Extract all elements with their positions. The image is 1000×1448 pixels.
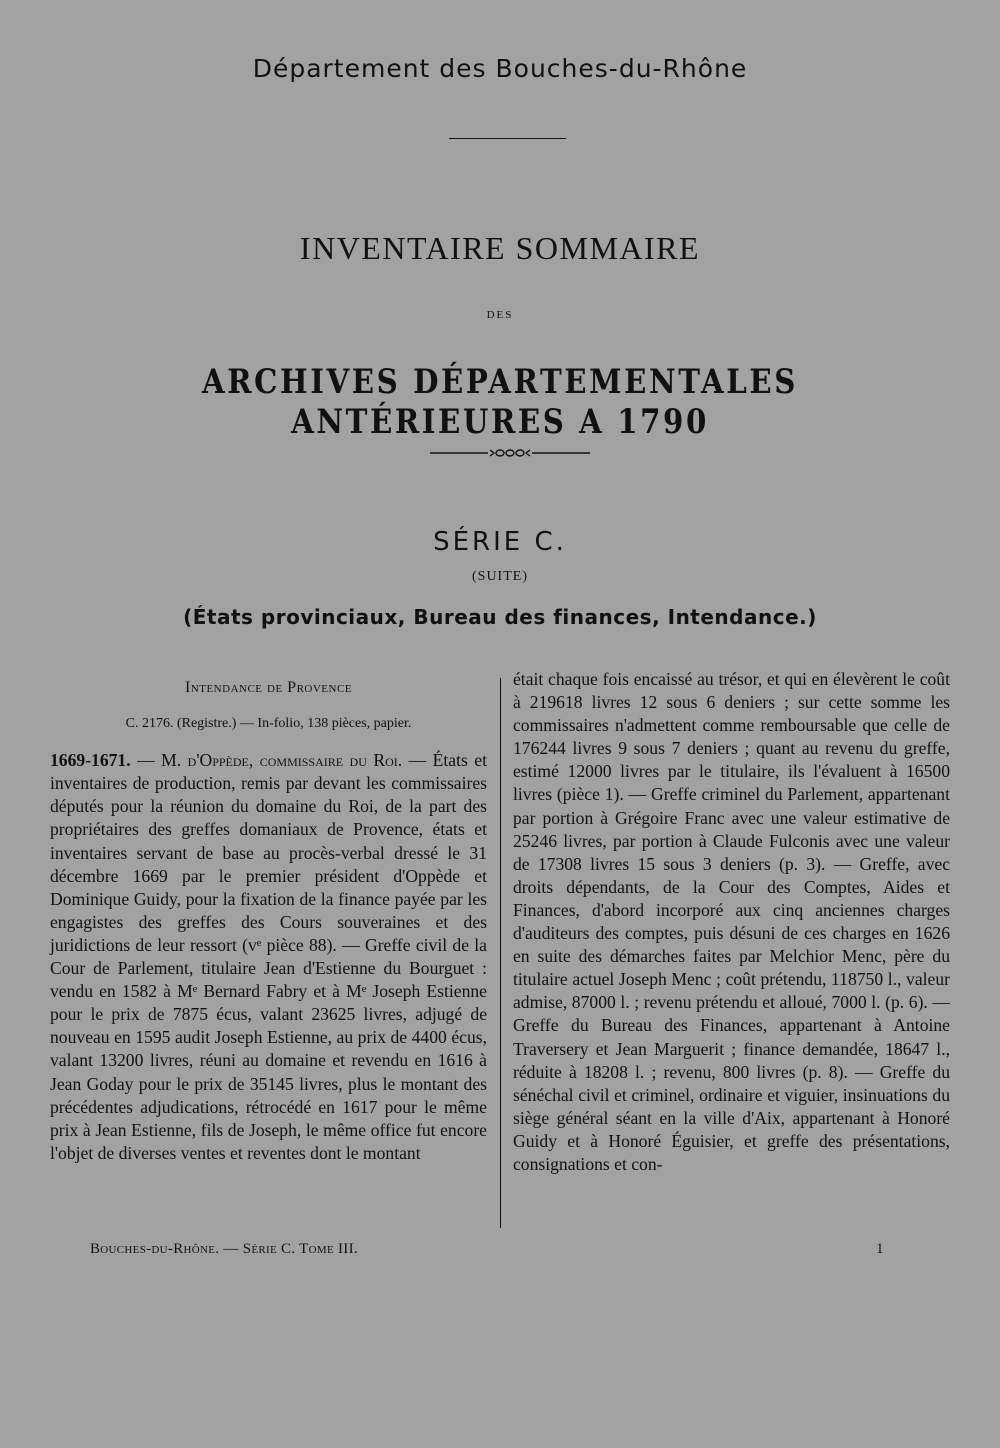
left-column (50, 668, 487, 1165)
page-title: INVENTAIRE SOMMAIRE (299, 230, 701, 266)
ornament-rule (430, 445, 590, 461)
header-rule (449, 138, 566, 139)
title-connector: DES (486, 309, 514, 321)
department-heading: Département des Bouches-du-Rhône (252, 54, 748, 83)
section-source: C. 2176. (Registre.) — In-folio, 138 pièces, papier. (125, 716, 412, 732)
entry-continuation: était chaque fois encaissé au trésor, et qui en élevèrent le coût à 219618 livres 12 sous 6 deniers ; sur cette somme les commissaires n'admettent comme remboursable que celle de 176244 livres 9 sous 7 deniers ; quant au revenu du greffe, estimé 12000 livres par le titulaire, ils l'évaluent à 16500 livres (pièce 1). — Greffe criminel du Parlement, appartenant par portion à Grégoire Franc avec une valeur estimative de 25246 livres, par portion à Claude Fulconis avec une valeur de 17308 livres 15 sous 3 deniers (p. 3). — Greffe, avec droits dépendants, de la Cour des Comptes, Aides et Finances, d'abord incorporé aux cinq anciennes charges d'auditeurs des comptes, puis désuni de ces charges en 1626 en suite des démarches faites par Melchior Menc, père du titulaire actuel Joseph Menc ; coût prétendu, 118750 l., valeur admise, 87000 l. ; revenu prétendu et alloué, 7000 l. (p. 6). — Greffe du Bureau des Finances, appartenant à Antoine Traversery et Jean Marguerit ; finance demandée, 18647 l., réduite à 18208 l. ; revenu, 800 livres (p. 8). — Greffe du sénéchal civil et criminel, ordinaire et viguier, insinuations du siège général séant en la ville d'Aix, appartenant à Honoré Guidy et à Honoré Éguisier, et greffe des présentations, consignations et con- (513, 669, 950, 1174)
entry-dates: 1669-1671. (50, 750, 131, 771)
series-suite: (SUITE) (472, 569, 528, 584)
series-subtitle: (États provinciaux, Bureau des finances, Intendance.) (183, 605, 817, 629)
page-number: 1 (876, 1241, 884, 1257)
footer-label: Bouches-du-Rhône. — Série C. Tome III. (90, 1241, 358, 1257)
column-divider (500, 678, 501, 1228)
section-title: Intendance de Provence (184, 679, 353, 696)
series-heading: SÉRIE C. (433, 527, 567, 557)
archives-title: ARCHIVES DÉPARTEMENTALES ANTÉRIEURES A 1790 (202, 362, 798, 442)
entry-text-left: États et inventaires de production, remis par devant les commissaires députés pour la réunion du domaine du Roi, de la part des propriétaires des greffes domaniaux de Provence, états et inventaires servant de base au procès-verbal dressé le 31 décembre 1669 par le premier président d'Oppède et Dominique Guidy, pour la fixation de la finance payée par les engagistes des greffes des Cours souveraines et des juridictions de leur ressort (vᵉ pièce 88). — Greffe civil de la Cour de Parlement, titulaire Jean d'Estienne du Bourguet : vendu en 1582 à Mᵉ Bernard Fabry et à Mᵉ Joseph Estienne pour le prix de 7875 écus, valant 23625 livres, adjugé de nouveau en 1595 audit Joseph Estienne, au prix de 4400 écus, valant 13200 livres, réuni au domaine et revendu en 1616 à Jean Goday pour le prix de 35145 livres, plus le montant des précédentes adjudications, rétrocédé en 1617 pour le même prix à Jean Estienne, fils de Joseph, le même office fut encore l'objet de diverses ventes et reventes dont le montant (50, 750, 487, 1163)
entry-paragraph (50, 749, 487, 1165)
right-column (513, 668, 950, 1176)
entry-person: — M. d'Oppède, commissaire du Roi. — (130, 750, 433, 771)
